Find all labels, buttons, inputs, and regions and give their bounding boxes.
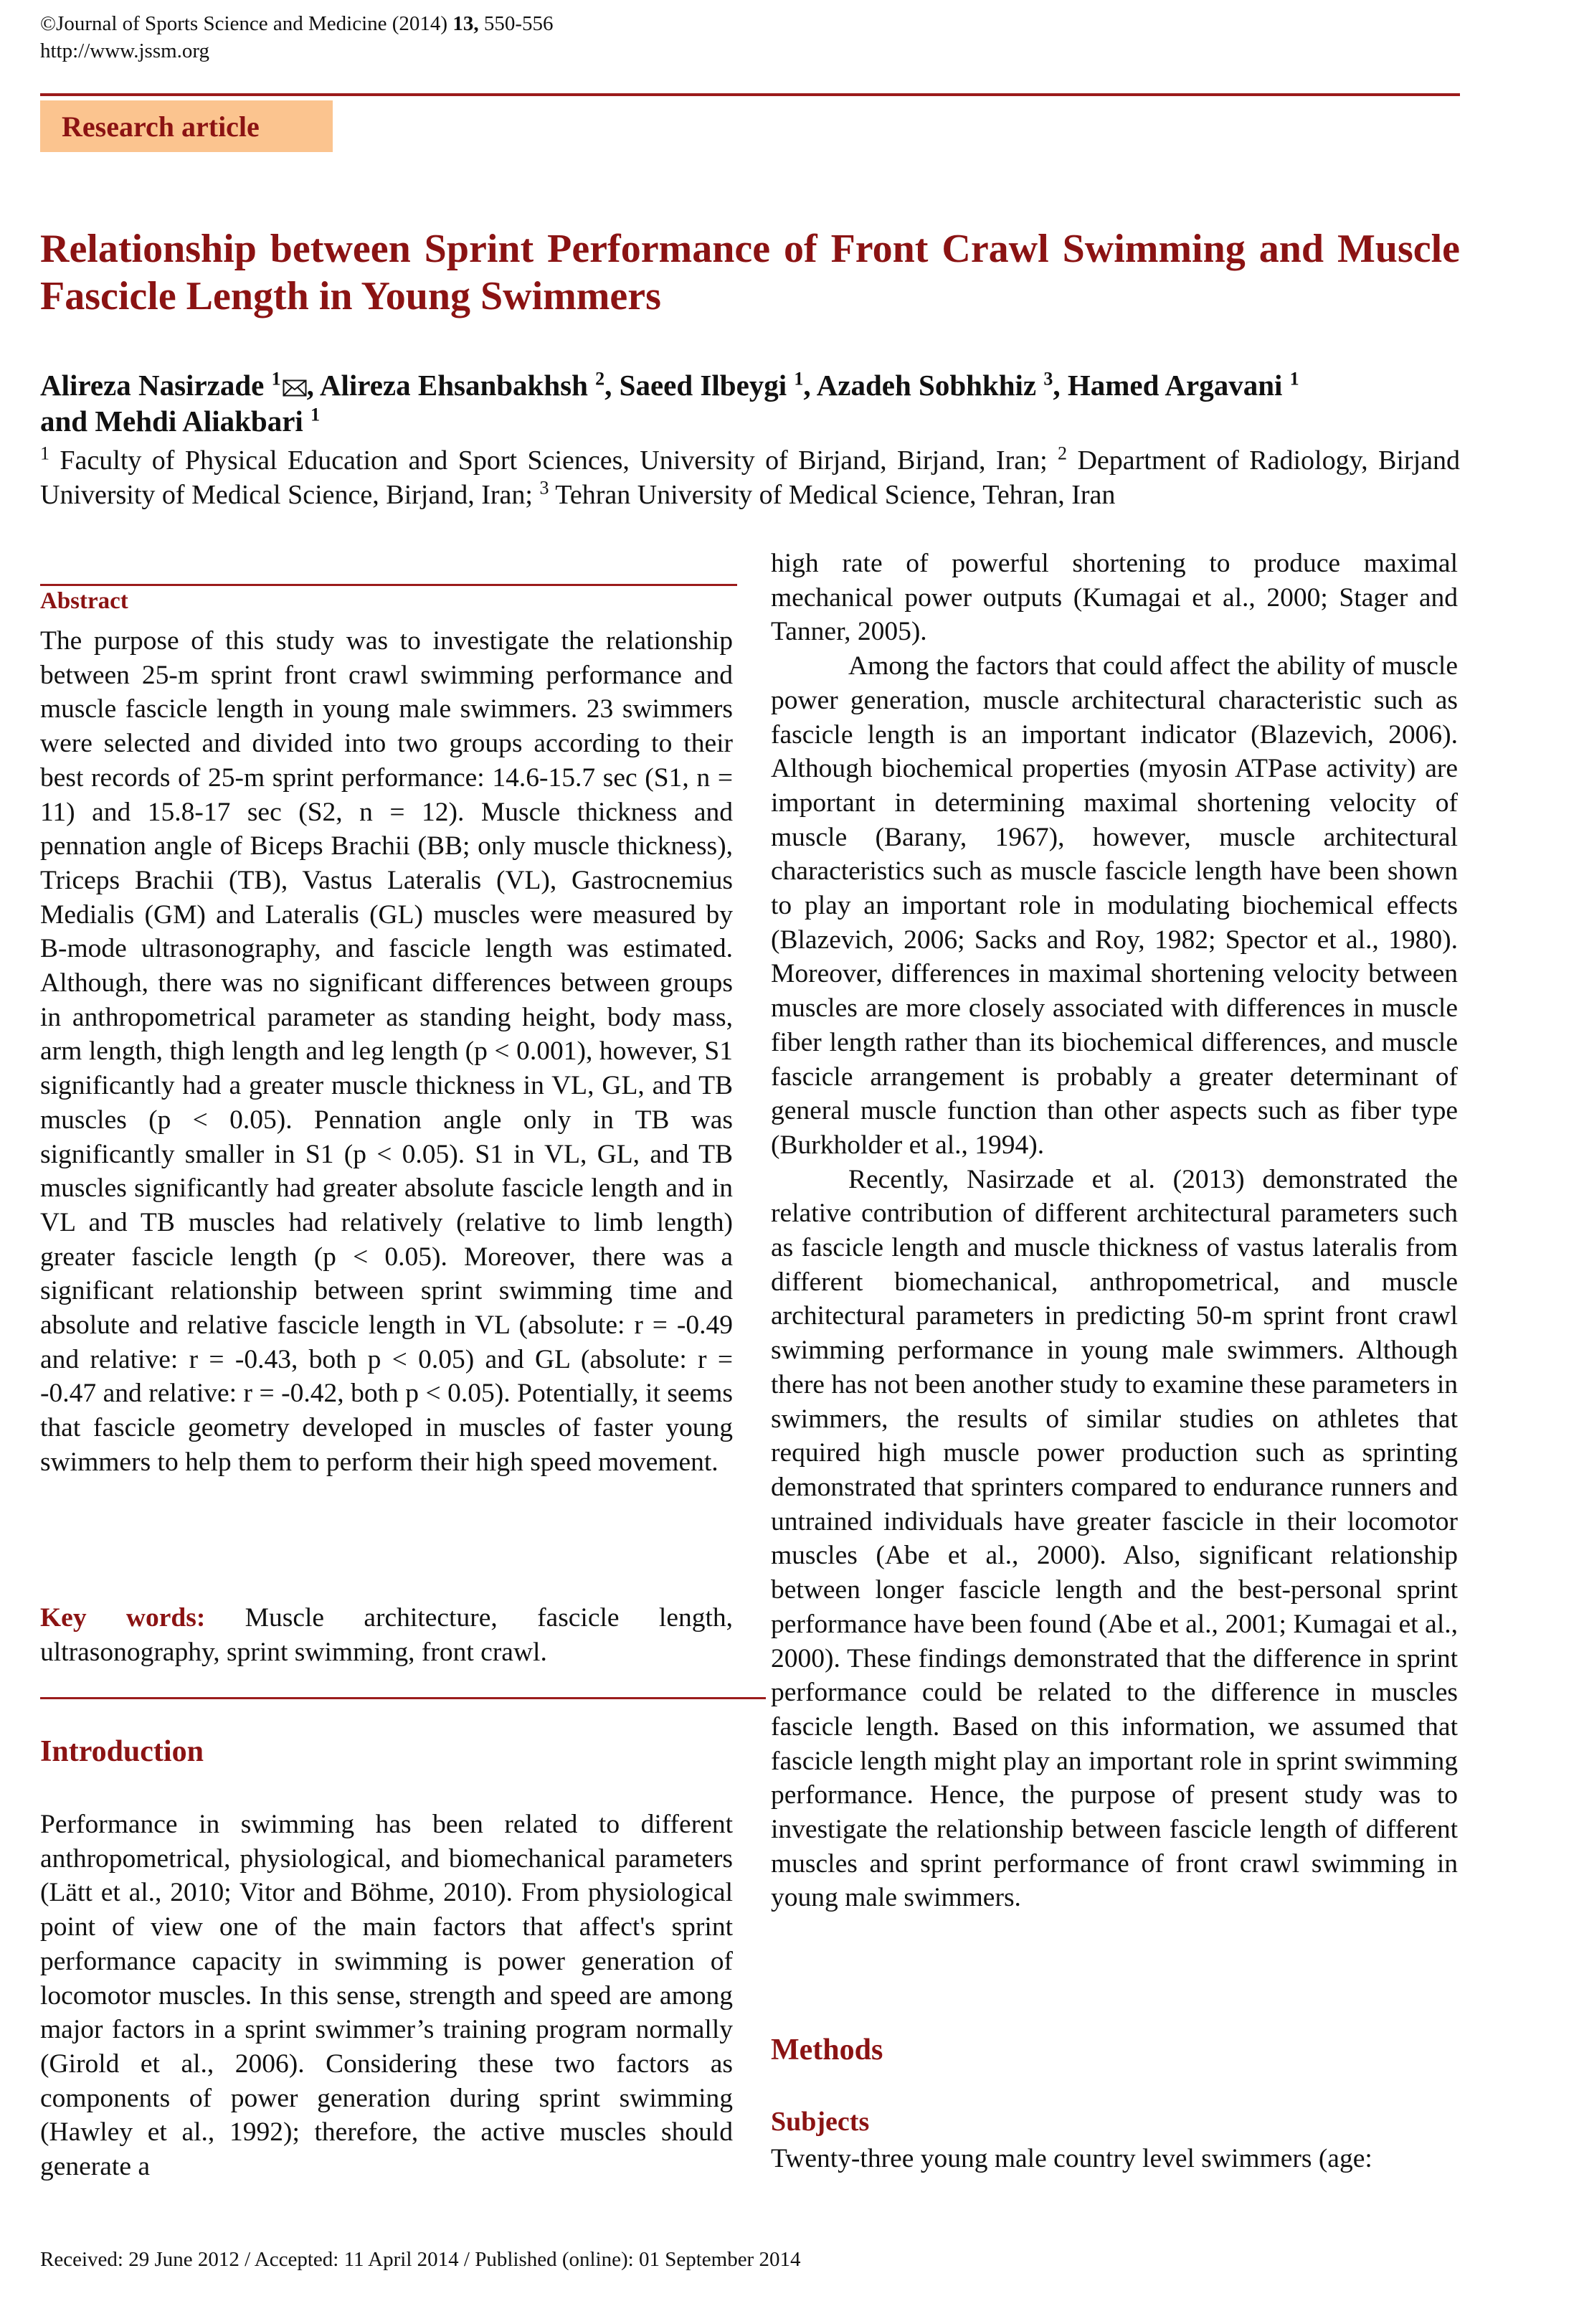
paragraph: Among the factors that could affect the ability of muscle power generation, muscle architectural characteristic such as fascicle length is an important indicator (Blazevich, 2006). Although biochemical properties (myosin ATPase activity) are important in determining maximal shortening velocity of muscle (Barany, 1967), however, muscle architectural characteristics such as muscle fascicle length have been shown to play an important role in modulating biochemical effects (Blazevich, 2006; Sacks and Roy, 1982; Spector et al., 1980). Moreover, differences in maximal shortening velocity between muscles are more closely associated with differences in muscle fiber length rather than its biochemical differences, and muscle fascicle arrangement is probably a greater determinant of general muscle function than other aspects such as fiber type (Burkholder et al., 1994). [771, 651, 1458, 1160]
author-affiliation-mark: 1 [794, 368, 804, 389]
author-name: and Mehdi Aliakbari [40, 405, 311, 438]
header-rule [40, 93, 1460, 96]
methods-heading: Methods [771, 2034, 883, 2066]
keywords-bottom-rule [40, 1697, 766, 1699]
abstract-text: The purpose of this study was to investigate the relationship between 25-m sprint front crawl swimming performance and muscle fascicle length in young male swimmers. 23 swimmers were selected and divided into two groups according to their best records of 25-m sprint performance: 14.6-15.7 sec (S1, n = 11) and 15.8-17 sec (S2, n = 12). Muscle thickness and pennation angle of Biceps Brachii (BB; only muscle thickness), Triceps Brachii (TB), Vastus Lateralis (VL), Gastrocnemius Medialis (GM) and Lateralis (GL) muscles were measured by B-mode ultrasonography, and fascicle length was estimated. Although, there was no significant differences between groups in anthropometrical parameter as standing height, body mass, arm length, thigh length and leg length (p < 0.001), however, S1 significantly had a greater muscle thickness in VL, GL, and TB muscles (p < 0.05). Pennation angle only in TB was significantly smaller in S1 (p < 0.05). S1 in VL, GL, and TB muscles significantly had greater absolute fascicle length and in VL and TB muscles had relatively (relative to limb length) greater fascicle length (p < 0.05). Moreover, there was a significant relationship between sprint swimming time and absolute and relative fascicle length in VL (absolute: r = -0.49 and relative: r = -0.43, both p < 0.05) and GL (absolute: r = -0.47 and relative: r = -0.42, both p < 0.05). Potentially, it seems that fascicle geometry developed in muscles of faster young swimmers to help them to perform their high speed movement. [40, 626, 733, 1477]
author-affiliation-mark: 3 [1043, 368, 1053, 389]
article-type-badge: Research article [40, 100, 333, 152]
introduction-body-left [40, 1808, 733, 2184]
author-name: , Azadeh Sobhkhiz [803, 369, 1044, 402]
subjects-subheading: Subjects [771, 2107, 870, 2137]
introduction-body-right [771, 547, 1458, 1915]
author-name: , Hamed Argavani [1053, 369, 1290, 402]
paragraph: Recently, Nasirzade et al. (2013) demonstrated the relative contribution of different architectural parameters such as fascicle length and muscle thickness of vastus lateralis from different biomechanical, anthropometrical, and muscle architectural parameters in predicting 50-m sprint front crawl swimming performance in young male swimmers. Although there has not been another study to examine these parameters in swimmers, the results of similar studies on athletes that required high muscle power production such as sprinting demonstrated that sprinters compared to endurance runners and untrained individuals have greater fascicle in their locomotor muscles (Abe et al., 2000). Also, significant relationship between longer fascicle length and the best-personal sprint performance have been found (Abe et al., 2001; Kumagai et al., 2000). These findings demonstrated that the difference in sprint performance could be related to the difference in muscles fascicle length. Based on this information, we assumed that fascicle length might play an important role in sprint swimming performance. Hence, the purpose of present study was to investigate the relationship between fascicle length of different muscles and sprint performance of front crawl swimming in young male swimmers. [771, 1164, 1458, 1913]
keywords-text: Muscle architecture, fascicle length, ultrasonography, sprint swimming, front crawl. [40, 1603, 734, 1667]
author-affiliation-mark: 1 [1289, 368, 1299, 389]
author-affiliation-mark: 1 [310, 404, 321, 425]
journal-citation: ©Journal of Sports Science and Medicine (2014) 13, 550-556 [40, 12, 554, 35]
author-name: , Saeed Ilbeygi [604, 369, 795, 402]
author-list [40, 367, 1460, 439]
paragraph: Twenty-three young male country level swimmers (age: [771, 2144, 1372, 2173]
author-affiliation-mark: 1 [271, 368, 281, 389]
envelope-icon[interactable] [283, 379, 307, 397]
author-affiliation-mark: 2 [595, 368, 605, 389]
author-name: Alireza Nasirzade [40, 369, 272, 402]
abstract-top-rule [40, 584, 737, 586]
paragraph: high rate of powerful shortening to produce maximal mechanical power outputs (Kumagai et al., 2000; Stager and Tanner, 2005). [771, 549, 1458, 647]
publication-dates: Received: 29 June 2012 / Accepted: 11 April 2014 / Published (online): 01 September 2014 [40, 2248, 801, 2271]
keywords [40, 1601, 733, 1669]
introduction-heading: Introduction [40, 1735, 204, 1768]
abstract-body [40, 624, 733, 1480]
journal-url[interactable]: http://www.jssm.org [40, 39, 210, 62]
paragraph: Performance in swimming has been related to different anthropometrical, physiological, and biomechanical parameters (Lätt et al., 2010; Vitor and Böhme, 2010). From physiological point of view one of the main factors that affect's sprint performance capacity in swimming is power generation of locomotor muscles. In this sense, strength and speed are among major factors in a sprint swimmer’s training program normally (Girold et al., 2006). Considering these two factors as components of power generation during sprint swimming (Hawley et al., 1992); therefore, the active muscles should generate a [40, 1810, 733, 2182]
abstract-heading: Abstract [40, 588, 128, 614]
article-title: Relationship between Sprint Performance of Front Crawl Swimming and Muscle Fascicle Length in Young Swimmers [40, 227, 1460, 318]
methods-body [771, 2142, 1458, 2176]
keywords-label: Key words: [40, 1603, 206, 1633]
journal-header [40, 10, 554, 65]
affiliations: $^1$ Faculty of Physical Education and Sport Sciences, University of Birjand, Birjand, Iran; $^2$ Department of Radiology, Birjand University of Medical Science, Birjand, Iran; $^3$ Tehran University of Medical Science, Tehran, Iran [40, 443, 1460, 510]
author-name: , Alireza Ehsanbakhsh [306, 369, 596, 402]
